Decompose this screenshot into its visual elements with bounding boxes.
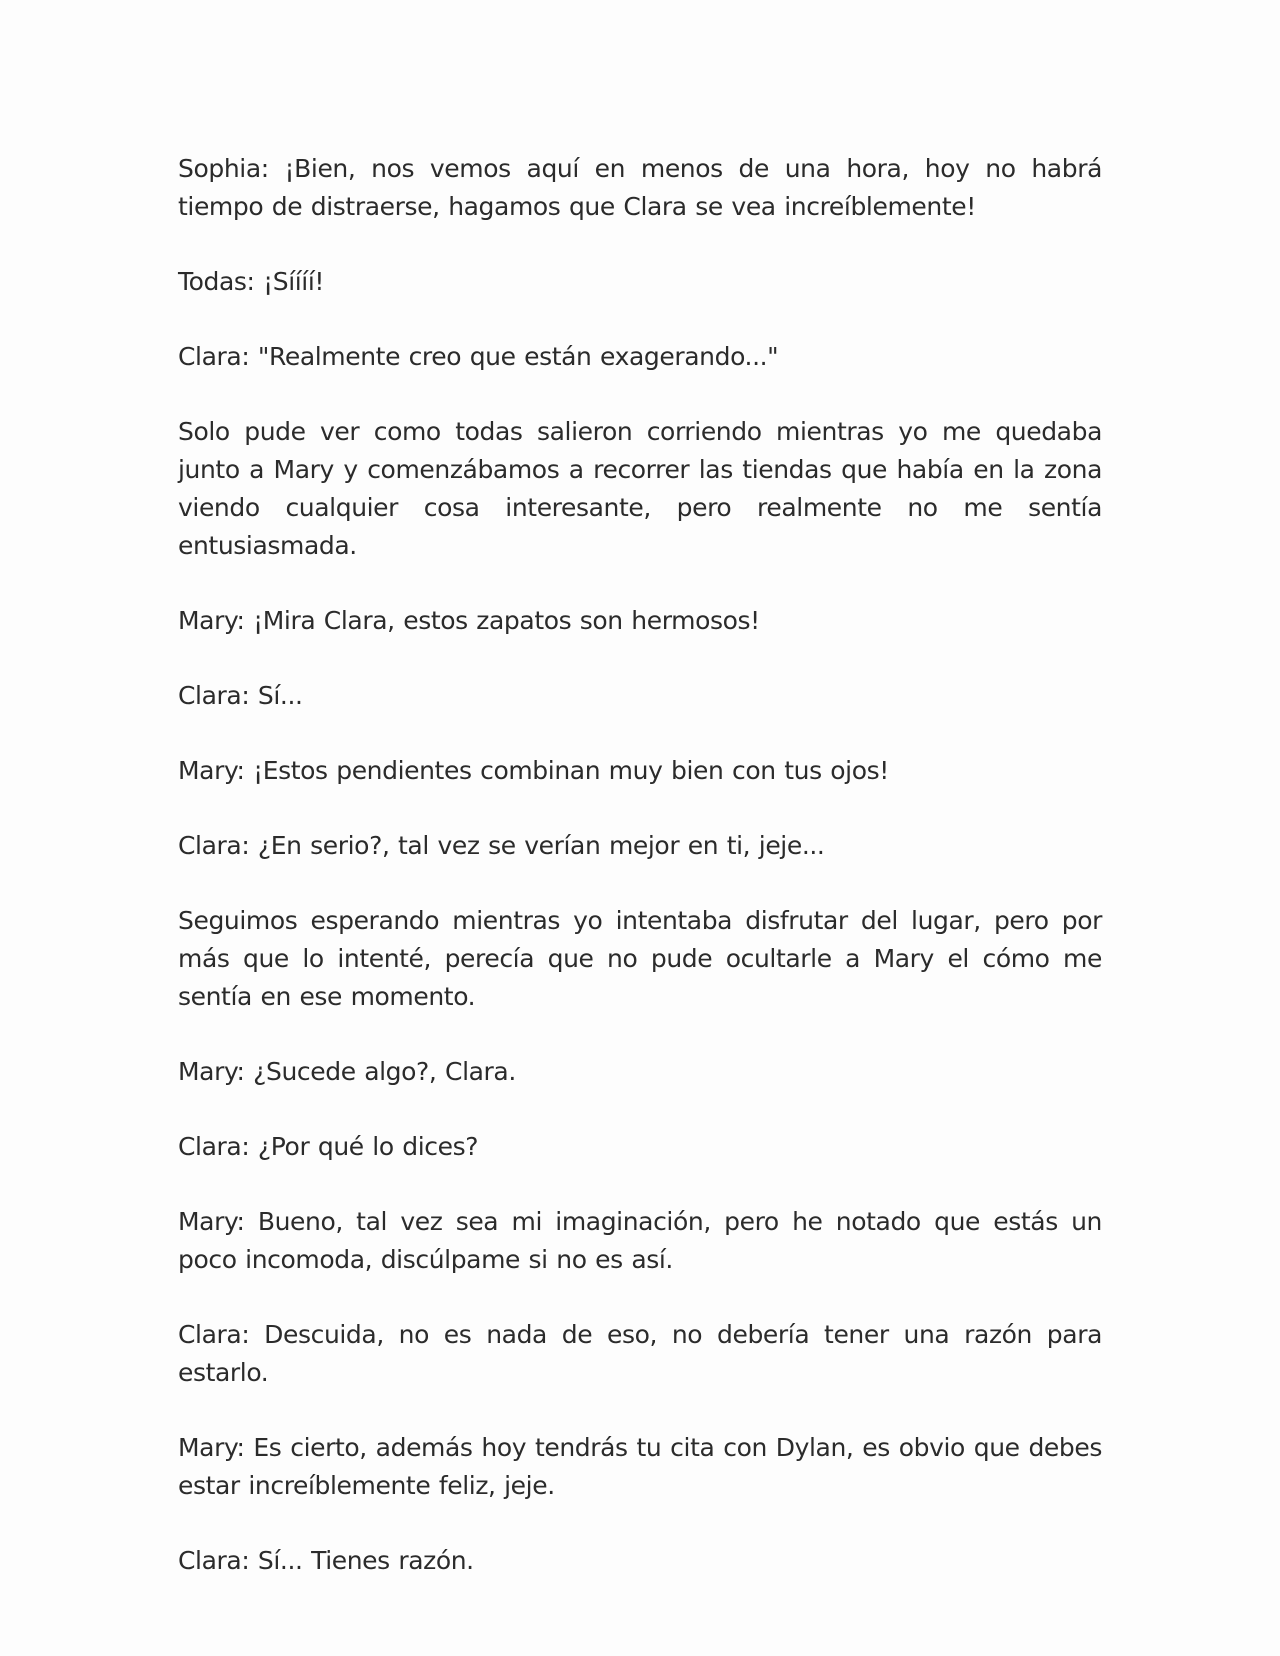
paragraph: Todas: ¡Síííí! (178, 267, 324, 296)
paragraph: Mary: ¡Mira Clara, estos zapatos son hermosos! (178, 606, 760, 635)
paragraph: Clara: Sí... Tienes razón. (178, 1546, 474, 1575)
paragraph: Mary: ¡Estos pendientes combinan muy bien con tus ojos! (178, 756, 889, 785)
paragraph: Clara: "Realmente creo que están exagerando..." (178, 342, 779, 371)
paragraph: Clara: ¿En serio?, tal vez se verían mejor en ti, jeje... (178, 831, 825, 860)
paragraph: Clara: Sí... (178, 681, 303, 710)
paragraph: Sophia: ¡Bien, nos vemos aquí en menos de una hora, hoy no habrá tiempo de distraerse, hagamos que Clara se vea increíblemente! (178, 154, 1102, 221)
paragraph: Mary: Bueno, tal vez sea mi imaginación, pero he notado que estás un poco incomoda, discúlpame si no es así. (178, 1207, 1102, 1274)
paragraph: Mary: Es cierto, además hoy tendrás tu cita con Dylan, es obvio que debes estar increíblemente feliz, jeje. (178, 1433, 1102, 1500)
paragraph: Clara: Descuida, no es nada de eso, no debería tener una razón para estarlo. (178, 1320, 1102, 1387)
paragraph: Clara: ¿Por qué lo dices? (178, 1132, 479, 1161)
paragraph: Mary: ¿Sucede algo?, Clara. (178, 1057, 516, 1086)
paragraph: Seguimos esperando mientras yo intentaba disfrutar del lugar, pero por más que lo intenté, perecía que no pude ocultarle a Mary el cómo me sentía en ese momento. (178, 906, 1102, 1011)
document-body (178, 150, 1102, 1617)
paragraph: Solo pude ver como todas salieron corriendo mientras yo me quedaba junto a Mary y comenzábamos a recorrer las tiendas que había en la zona viendo cualquier cosa interesante, pero realmente no me sentía entusiasmada. (178, 417, 1102, 560)
